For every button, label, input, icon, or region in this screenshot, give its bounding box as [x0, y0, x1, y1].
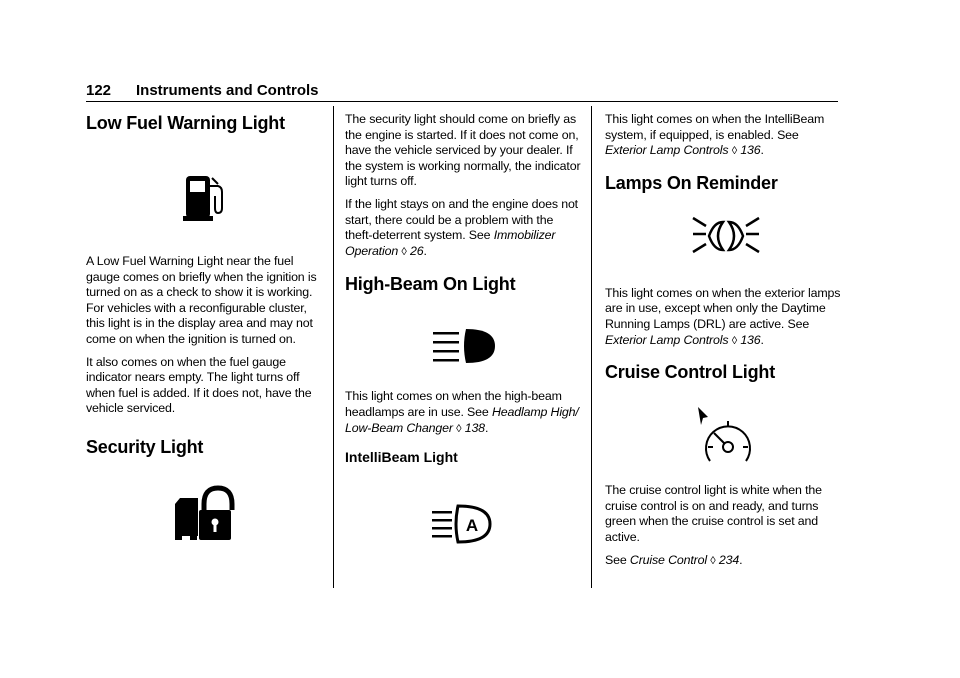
low-fuel-paragraph-1: A Low Fuel Warning Light near the fuel gauge comes on briefly when the ignition is turned on as a check to show it is working. For vehicles with a reconfigurable cluster, this light is in the display area and may not come on when the ignition is turned on. — [86, 254, 317, 346]
period: . — [423, 243, 427, 258]
exterior-lamp-controls-link-2[interactable]: Exterior Lamp Controls — [605, 332, 729, 347]
period: . — [739, 552, 743, 567]
page-ref-arrow: ◊ — [731, 145, 738, 158]
car-lock-icon — [86, 458, 320, 546]
section-title: Instruments and Controls — [136, 82, 319, 99]
parking-lamps-icon — [605, 194, 841, 282]
security-title: Security Light — [86, 436, 204, 457]
security-p2-text: If the light stays on and the engine does not start, there could be a problem with the theft-deterrent system. See — [345, 196, 578, 243]
period: . — [484, 420, 489, 435]
column-2 — [345, 112, 581, 556]
intellibeam-title: IntelliBeam Light — [345, 449, 458, 466]
page-ref-arrow: ◊ — [710, 554, 716, 567]
page-ref-arrow: ◊ — [456, 422, 462, 435]
intellibeam-letter: A — [465, 516, 479, 536]
intellibeam-paragraph — [605, 112, 841, 160]
high-beam-icon — [345, 295, 581, 389]
column-divider-1 — [333, 106, 334, 588]
headlamp-changer-page[interactable]: 138 — [464, 420, 485, 435]
low-fuel-paragraph-2: It also comes on when the fuel gauge indicator nears empty. The light turns off when fuel is added. If it does not, have the vehicle serviced. — [86, 354, 312, 416]
headlamp-changer-link[interactable]: Headlamp High/ Low-Beam Changer — [345, 404, 579, 435]
intellibeam-text: This light comes on when the IntelliBeam system, if equipped, is enabled. See — [605, 112, 825, 142]
cruise-control-link[interactable]: Cruise Control — [629, 552, 707, 567]
security-paragraph-1: The security light should come on briefly as the engine is started. If it does not come on, have the vehicle serviced by your dealer. If the system is working normally, the indicator light turns off. — [345, 112, 581, 189]
low-fuel-title: Low Fuel Warning Light — [86, 113, 285, 133]
exterior-lamp-controls-link[interactable]: Exterior Lamp Controls — [605, 143, 729, 158]
page-ref-arrow: ◊ — [731, 334, 738, 347]
high-beam-paragraph — [345, 389, 581, 437]
page-number: 122 — [86, 82, 112, 99]
cruise-see: See — [605, 552, 630, 567]
lamps-on-paragraph — [605, 286, 841, 349]
page-ref-arrow: ◊ — [401, 245, 407, 258]
immobilizer-link[interactable]: Immobilizer Operation — [345, 228, 556, 258]
period: . — [760, 143, 764, 158]
period: . — [760, 332, 764, 347]
exterior-lamp-controls-page[interactable]: 136 — [740, 143, 761, 158]
cruise-paragraph-2 — [605, 553, 841, 570]
lamps-on-text: This light comes on when the exterior lamps are in use, except when only the Daytime Running Lamps (DRL) are active. See — [605, 285, 841, 331]
column-3 — [605, 112, 841, 569]
column-divider-2 — [591, 106, 592, 588]
intellibeam-icon — [345, 466, 581, 556]
cruise-control-icon — [605, 383, 841, 481]
immobilizer-page[interactable]: 26 — [409, 243, 424, 258]
exterior-lamp-controls-page-2[interactable]: 136 — [740, 332, 761, 347]
high-beam-text: This light comes on when the high-beam headlamps are in use. See — [345, 389, 562, 419]
fuel-pump-icon — [86, 134, 320, 234]
cruise-title: Cruise Control Light — [605, 362, 775, 383]
high-beam-title: High-Beam On Light — [345, 274, 516, 295]
lamps-on-title: Lamps On Reminder — [605, 172, 778, 193]
header-rule — [86, 101, 838, 102]
cruise-paragraph-1: The cruise control light is white when the cruise control is on and ready, and turns green when the cruise control is set and active. — [605, 483, 822, 544]
cruise-control-page[interactable]: 234 — [718, 552, 740, 567]
security-paragraph-2 — [345, 197, 581, 260]
column-1 — [86, 112, 320, 546]
